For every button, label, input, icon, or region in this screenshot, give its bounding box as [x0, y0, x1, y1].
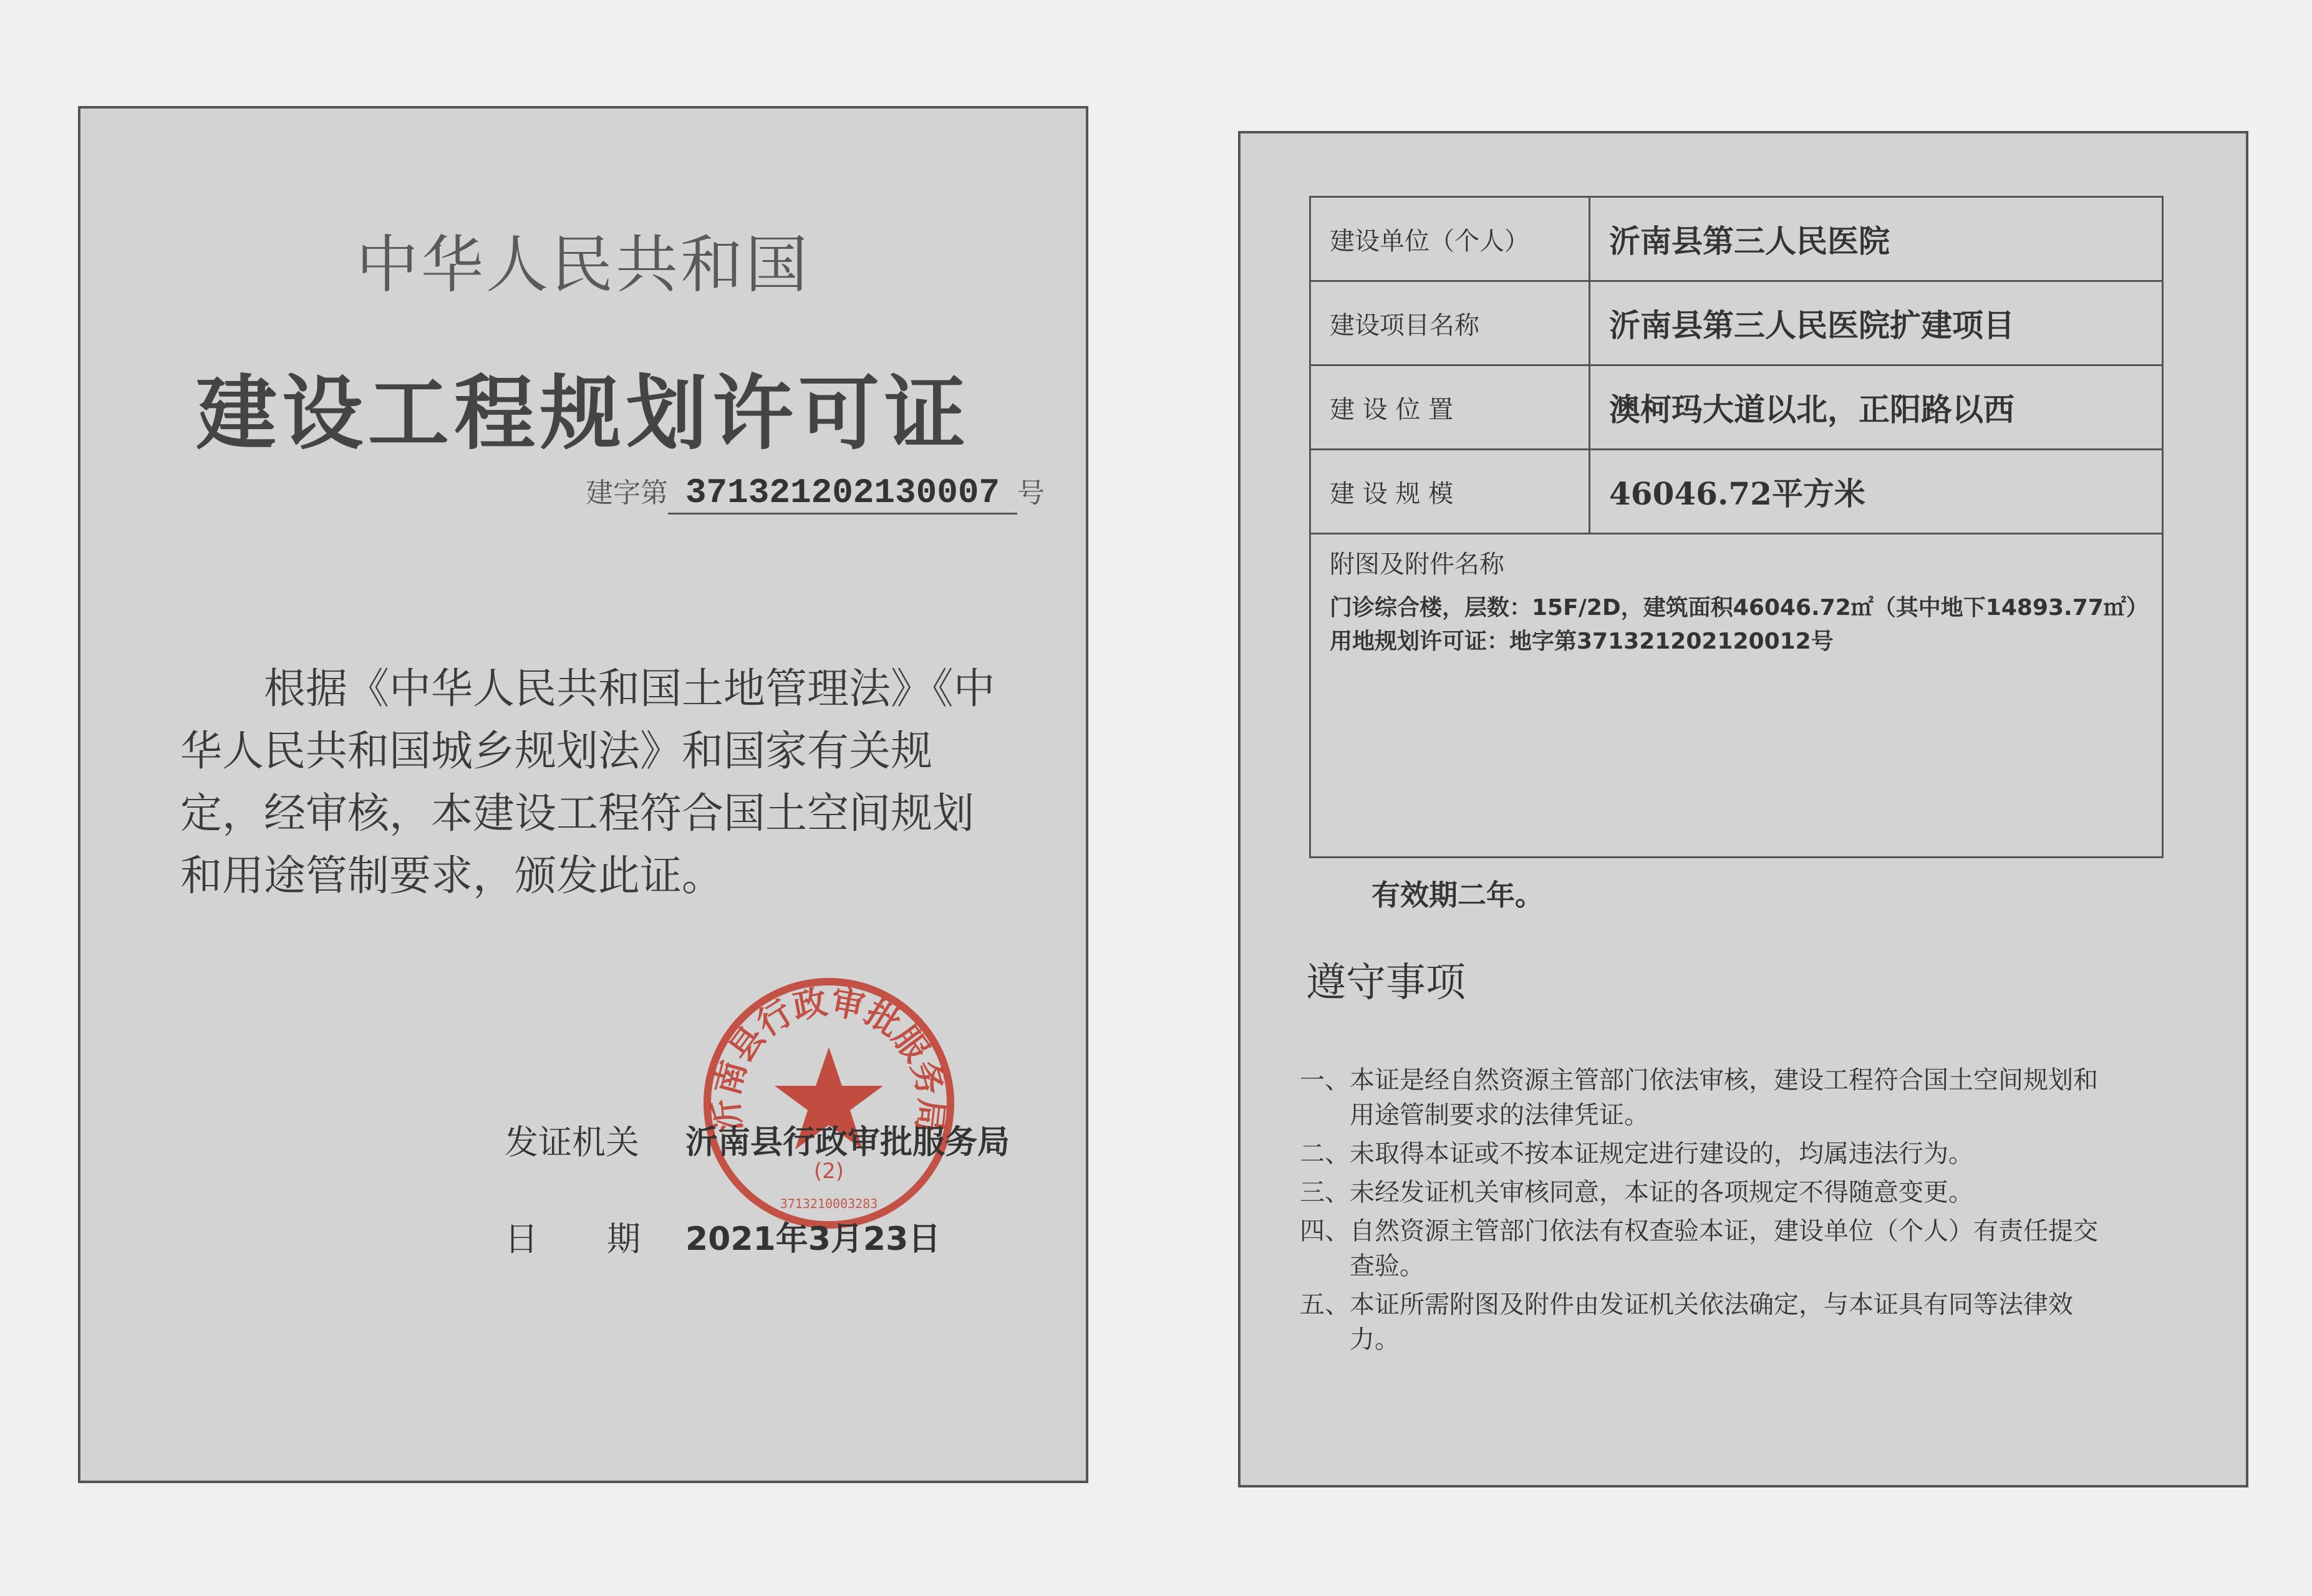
- svg-text:(2): (2): [813, 1159, 844, 1184]
- field-value: 沂南县第三人民医院: [1590, 197, 2163, 281]
- field-value: 澳柯玛大道以北，正阳路以西: [1590, 365, 2163, 450]
- validity-note: 有效期二年。: [1371, 878, 1544, 912]
- rule-number: 三、: [1300, 1178, 1350, 1207]
- attachments-label: 附图及附件名称: [1330, 550, 1504, 579]
- cert-number: 371321202130007: [668, 473, 1017, 515]
- table-row: [1310, 365, 2163, 450]
- table-row: [1310, 281, 2163, 365]
- attachment-item: 用地规划许可证：地字第371321202120012号: [1330, 629, 1834, 654]
- svg-text:沂南县行政审批服务局: 沂南县行政审批服务局: [706, 982, 952, 1134]
- issuer-value: 沂南县行政审批服务局: [685, 1124, 1010, 1161]
- rule-text: 自然资源主管部门依法有权查验本证，建设单位（个人）有责任提交查验。: [1350, 1217, 2098, 1280]
- rule-text: 未取得本证或不按本证规定进行建设的，均属违法行为。: [1350, 1139, 1973, 1168]
- certificate-body: 根据《中华人民共和国土地管理法》《中华人民共和国城乡规划法》和国家有关规定，经审核，本建设工程符合国土空间规划和用途管制要求，颁发此证。: [180, 664, 995, 900]
- table-row: [1310, 534, 2163, 858]
- field-value: 46046.72平方米: [1590, 450, 2163, 534]
- certificate-number-line: [586, 470, 1045, 515]
- right-page: [1238, 131, 2248, 1487]
- rule-number: 五、: [1300, 1290, 1350, 1319]
- left-page: [78, 106, 1088, 1483]
- cert-suffix: 号: [1017, 477, 1045, 509]
- rules-title: 遵守事项: [1306, 960, 1466, 1006]
- rule-text: 本证所需附图及附件由发证机关依法确定，与本证具有同等法律效力。: [1350, 1290, 2073, 1354]
- list-item: [1300, 1063, 2111, 1133]
- rule-number: 一、: [1300, 1066, 1350, 1095]
- field-label: 建 设 规 模: [1310, 450, 1590, 534]
- attachments-cell: [1310, 534, 2163, 858]
- rule-text: 未经发证机关审核同意，本证的各项规定不得随意变更。: [1350, 1178, 1973, 1207]
- field-label: 建设单位（个人）: [1310, 197, 1590, 281]
- field-label: 建 设 位 置: [1310, 365, 1590, 450]
- table-row: [1310, 450, 2163, 534]
- date-label: 日期: [505, 1219, 709, 1259]
- field-value: 沂南县第三人民医院扩建项目: [1590, 281, 2163, 365]
- issue-date: 2021年3月23日: [685, 1221, 941, 1258]
- info-table: [1309, 196, 2164, 858]
- list-item: [1300, 1287, 2111, 1357]
- field-label: 建设项目名称: [1310, 281, 1590, 365]
- list-item: [1300, 1214, 2111, 1284]
- country-heading: 中华人民共和国: [356, 228, 810, 301]
- certificate-title: 建设工程规划许可证: [195, 366, 970, 461]
- rule-number: 二、: [1300, 1139, 1350, 1168]
- rules-list: [1300, 1063, 2111, 1361]
- rule-text: 本证是经自然资源主管部门依法审核，建设工程符合国土空间规划和用途管制要求的法律凭证。: [1350, 1066, 2098, 1129]
- cert-prefix: 建字第: [586, 477, 668, 509]
- attachment-item: 门诊综合楼，层数：15F/2D，建筑面积46046.72㎡（其中地下14893.77㎡）: [1330, 595, 2149, 621]
- official-seal-icon: [698, 972, 960, 1234]
- issuer-label: 发证机关: [505, 1123, 639, 1162]
- svg-text:3713210003283: 3713210003283: [780, 1196, 878, 1211]
- list-item: [1300, 1136, 2111, 1171]
- list-item: [1300, 1175, 2111, 1210]
- rule-number: 四、: [1300, 1217, 1350, 1245]
- table-row: [1310, 197, 2163, 281]
